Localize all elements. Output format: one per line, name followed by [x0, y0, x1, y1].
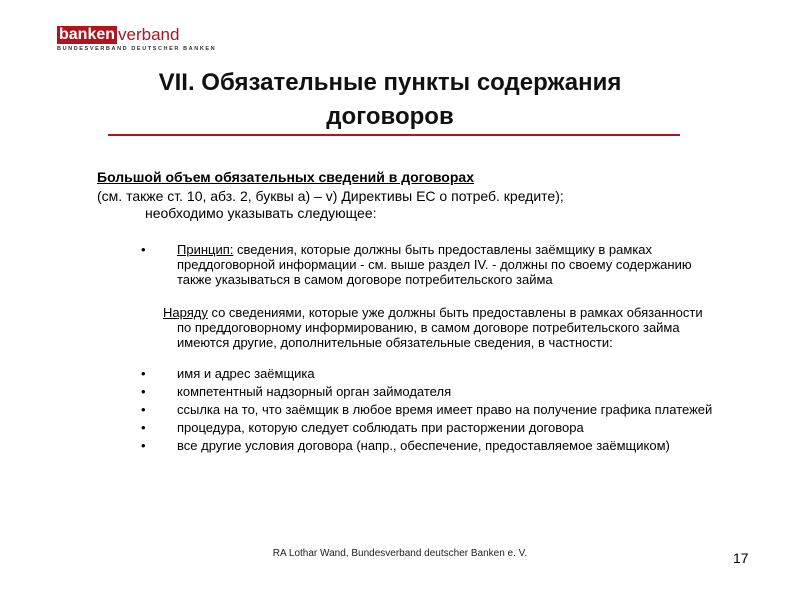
list-item-text: компетентный надзорный орган займодателя [177, 384, 452, 399]
page-number: 17 [733, 550, 749, 566]
list-item-text: все другие условия договора (напр., обеспечение, предоставляемое заёмщиком) [177, 438, 670, 453]
bullet-icon: • [141, 438, 146, 453]
requirements-list [97, 366, 717, 453]
intro-line1: (см. также ст. 10, абз. 2, буквы а) – v) Директивы ЕС о потреб. кредите); [97, 188, 564, 204]
bullet-icon: • [141, 402, 146, 417]
alongside-paragraph [97, 305, 717, 350]
list-item [97, 366, 717, 381]
slide-title [60, 66, 720, 134]
bullet-icon: • [141, 366, 146, 381]
footer-text: RA Lothar Wand, Bundesverband deutscher Banken e. V. [272, 548, 528, 559]
logo-rest-text: verband [118, 25, 180, 44]
principle-text: сведения, которые должны быть предоставлены заёмщику в рамках преддоговорной информации - см. выше раздел IV. - должны по своему содержанию также указываться в самом договоре потребительского займа [177, 242, 692, 287]
section-heading: Большой объем обязательных сведений в договорах [97, 169, 474, 185]
alongside-label: Наряду [163, 305, 208, 320]
bullet-icon: • [141, 420, 146, 435]
principle-item [97, 242, 717, 287]
intro-line2: необходимо указывать следующее: [145, 205, 377, 221]
intro-text [97, 188, 717, 222]
list-item [97, 438, 717, 453]
bullet-icon: • [141, 384, 146, 399]
logo-subtitle: BUNDESVERBAND DEUTSCHER BANKEN [57, 46, 217, 52]
principle-label: Принцип: [177, 242, 234, 257]
bullet-icon: • [141, 242, 146, 257]
list-item-text: имя и адрес заёмщика [177, 366, 315, 381]
list-item-text: процедура, которую следует соблюдать при расторжении договора [177, 420, 584, 435]
title-underline [108, 134, 680, 136]
list-item-text: ссылка на то, что заёмщик в любое время имеет право на получение графика платежей [177, 402, 713, 417]
bankenverband-logo [57, 26, 216, 52]
slide-content [97, 168, 717, 456]
slide-title-line1: VII. Обязательные пункты содержания [158, 69, 622, 96]
alongside-text: со сведениями, которые уже должны быть предоставлены в рамках обязанности по преддоговорному информированию, в самом договоре потребительского займа имеются другие, дополнительные обязательные сведения, в частности: [177, 305, 703, 350]
slide-title-line2: договоров [326, 103, 454, 130]
list-item [97, 420, 717, 435]
list-item [97, 384, 717, 399]
list-item [97, 402, 717, 417]
logo-box-text: banken [59, 26, 116, 43]
